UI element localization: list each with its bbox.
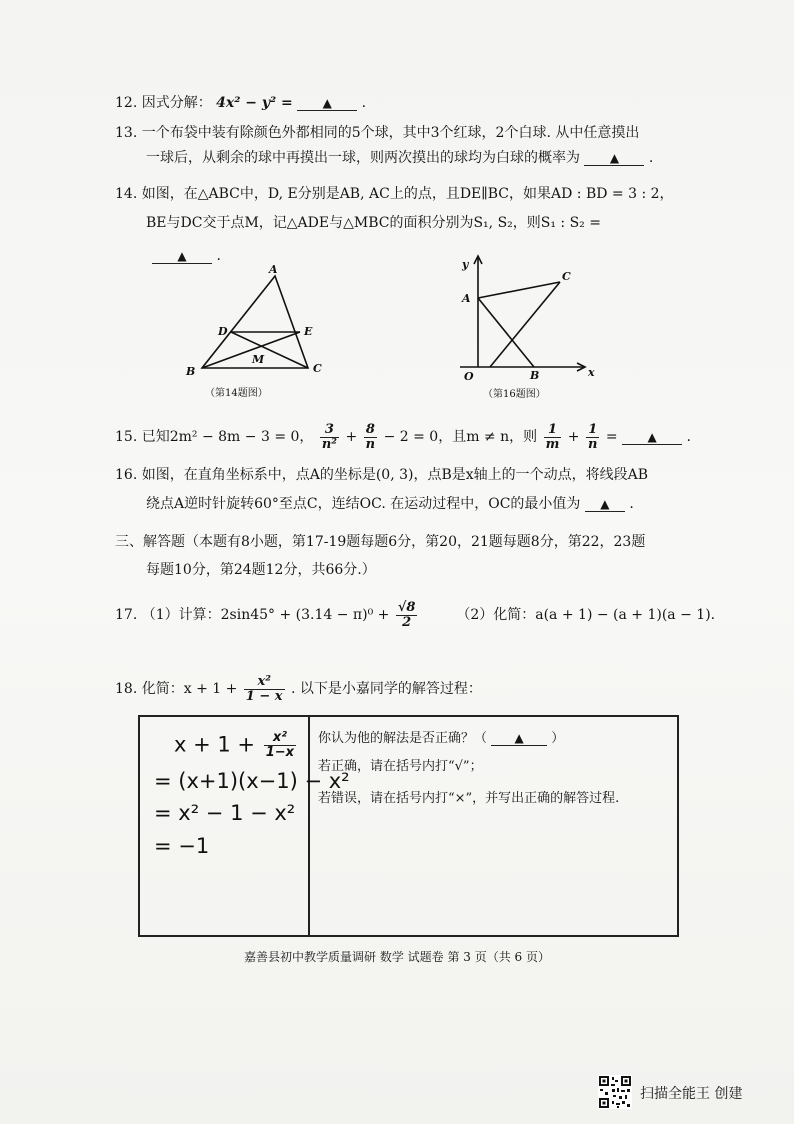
fraction-8-over-n: $\frac{8}{n}$ <box>365 421 376 452</box>
handwritten-line-2: = (x+1)(x−1) − x² <box>154 769 350 793</box>
fraction-1-over-n: $\frac{1}{n}$ <box>587 421 598 452</box>
fraction-sqrt8-over-2: $\frac{√8}{2}$ <box>397 599 416 630</box>
section-3-heading-line-2: 每题10分，第24题12分，共66分.） <box>146 562 376 578</box>
label-b: B <box>186 365 196 378</box>
label-b16: B <box>530 369 540 382</box>
table-divider <box>308 717 310 935</box>
box-instruction-correct: 若正确，请在括号内打“√”； <box>318 759 483 774</box>
question-12: 12. 因式分解： 4x² − y² = ▲ . <box>115 95 367 111</box>
label-d: D <box>218 325 228 338</box>
label-x: x <box>588 366 595 379</box>
label-c: C <box>313 362 322 375</box>
label-o: O <box>464 370 474 383</box>
question-15: 15. 已知2m² − 8m − 3 = 0， $\frac{3}{\text{n²}}$ + $\frac{8}{n}$ − 2 = 0，且m ≠ n，则 $\frac{1}{m}$ + $\frac{1}{n}$ = ▲ . <box>115 421 691 452</box>
answer-blank-13[interactable]: ▲ <box>584 151 644 166</box>
answer-blank-12[interactable]: ▲ <box>297 96 357 111</box>
figure-14-caption: （第14题图） <box>205 388 268 399</box>
label-m: M <box>252 353 265 366</box>
question-16-line-1: 16. 如图，在直角坐标系中，点A的坐标是(0, 3)，点B是x轴上的一个动点，将线段AB <box>115 467 649 483</box>
label-e: E <box>304 325 313 338</box>
answer-blank-14[interactable]: ▲ <box>152 249 212 264</box>
section-3-heading: 三、解答题（本题有8小题，第17-19题每题6分，第20，21题每题8分，第22，23题 <box>115 534 646 550</box>
answer-writing-area[interactable] <box>320 817 670 927</box>
figure-16-coordinate <box>450 252 610 402</box>
box-question-text: 你认为他的解法是否正确？（ ▲ ） <box>318 731 565 746</box>
qr-code-icon <box>598 1075 632 1109</box>
fraction-3-over-n2: $\frac{3}{\text{n²}}$ <box>321 421 338 452</box>
question-13-line-1: 13. 一个布袋中装有除颜色外都相同的5个球，其中3个红球，2个白球. 从中任意摸出 <box>115 125 640 141</box>
segment-ac <box>478 282 560 298</box>
question-14-line-2: BE与DC交于点M，记△ADE与△MBC的面积分别为S₁, S₂，则S₁ : S₂ = <box>146 215 601 231</box>
scanner-brand-text: 扫描全能王 创建 <box>640 1086 743 1102</box>
question-13-line-2: 一球后，从剩余的球中再摸出一球，则两次摸出的球均为白球的概率为 ▲ . <box>146 150 654 166</box>
label-a: A <box>269 263 278 276</box>
box-instruction-wrong: 若错误，请在括号内打“×”，并写出正确的解答过程. <box>318 791 620 806</box>
answer-blank-15[interactable]: ▲ <box>622 430 682 445</box>
question-16-line-2: 绕点A逆时针旋转60°至点C，连结OC. 在运动过程中，OC的最小值为 ▲ . <box>146 496 634 512</box>
label-c16: C <box>562 270 571 283</box>
label-y: y <box>462 258 469 271</box>
figure-16-caption: （第16题图） <box>483 389 546 400</box>
answer-blank-18[interactable]: ▲ <box>491 731 547 746</box>
question-14-line-1: 14. 如图，在△ABC中，D, E分别是AB, AC上的点，且DE∥BC，如果AD : BD = 3 : 2， <box>115 186 674 202</box>
label-a16: A <box>462 292 471 305</box>
answer-table <box>138 715 679 937</box>
question-18: 18. 化简：x + 1 + $\frac{\text{x²}}{1 - x}$ . 以下是小嘉同学的解答过程： <box>115 673 482 704</box>
handwritten-line-3: = x² − 1 − x² <box>154 801 296 825</box>
segment-ab <box>478 298 534 367</box>
handwritten-line-4: = −1 <box>154 834 210 858</box>
question-14-line-3: ▲ . <box>152 246 221 266</box>
figure-14-triangle <box>180 262 330 402</box>
page-footer: 嘉善县初中教学质量调研 数学 试题卷 第 3 页（共 6 页） <box>244 950 550 964</box>
question-17: 17. （1）计算：2sin45° + (3.14 − π)⁰ + $\frac{√8}{2}$ （2）化简：a(a + 1) − (a + 1)(a − 1). <box>115 599 716 630</box>
fraction-x2-over-1-minus-x: $\frac{\text{x²}}{1 - x}$ <box>245 673 283 704</box>
handwritten-line-1: x + 1 + $\frac{\text{x²}}{1-x}$ <box>174 730 295 760</box>
fraction-1-over-m: $\frac{1}{m}$ <box>545 421 560 452</box>
answer-blank-16[interactable]: ▲ <box>585 497 625 512</box>
